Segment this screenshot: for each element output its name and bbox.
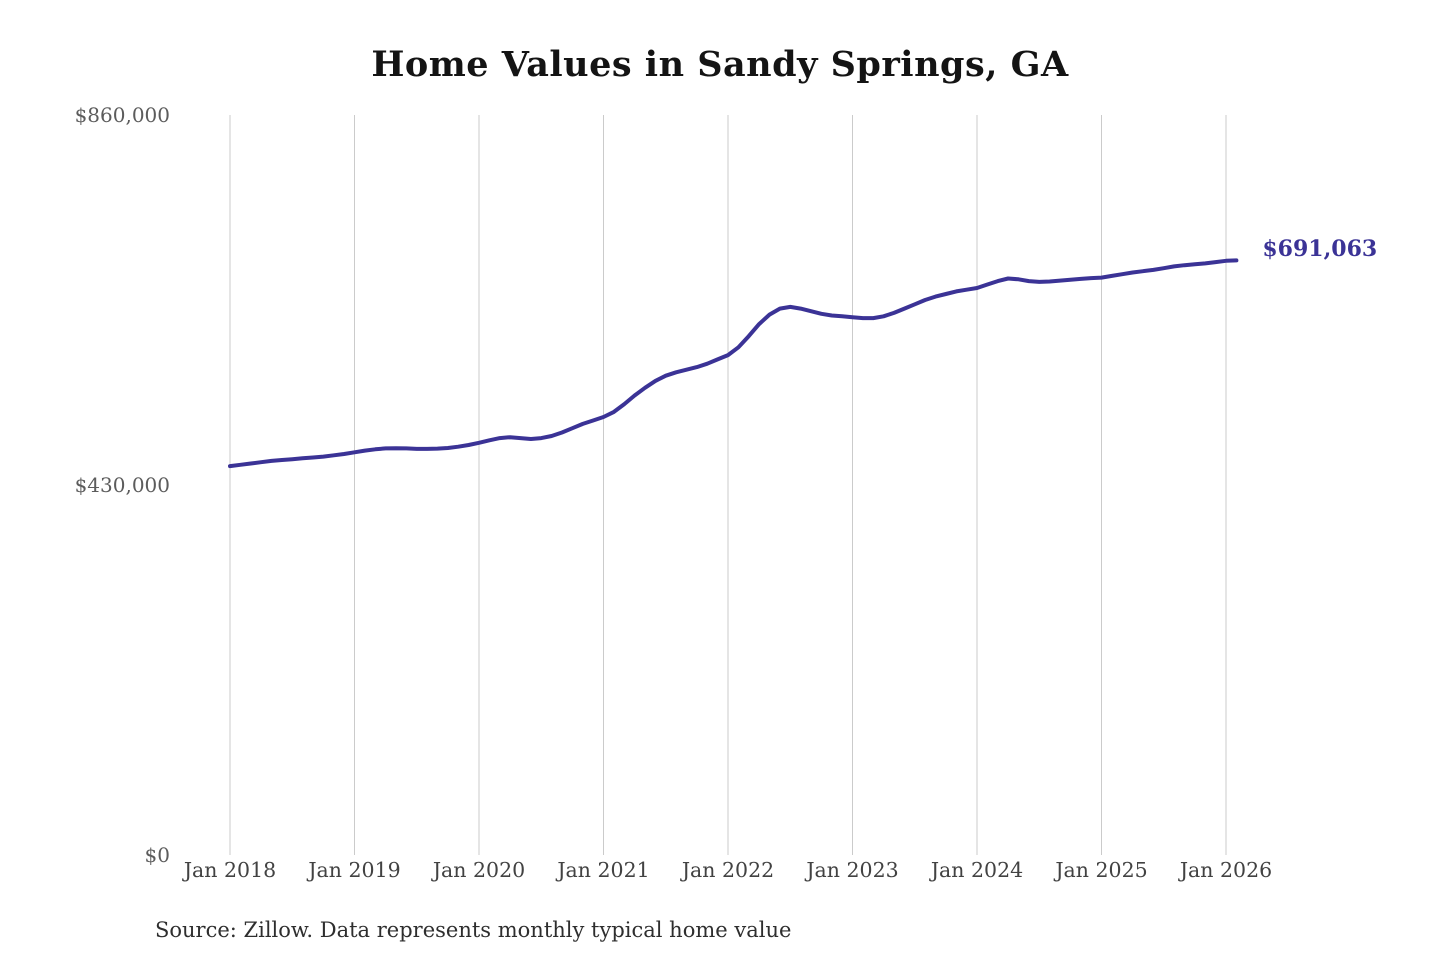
home-value-line	[230, 260, 1236, 466]
x-tick-label: Jan 2020	[432, 858, 526, 882]
y-tick-label: $0	[144, 843, 170, 867]
x-tick-label: Jan 2024	[930, 858, 1024, 882]
x-tick-label: Jan 2022	[681, 858, 775, 882]
x-tick-label: Jan 2023	[806, 858, 899, 882]
x-tick-label: Jan 2018	[183, 858, 277, 882]
chart-title: Home Values in Sandy Springs, GA	[371, 44, 1069, 85]
x-tick-label: Jan 2021	[557, 858, 650, 882]
y-tick-label: $430,000	[74, 473, 170, 497]
y-tick-label: $860,000	[74, 103, 170, 127]
x-tick-label: Jan 2026	[1179, 858, 1273, 882]
x-tick-label: Jan 2025	[1055, 858, 1148, 882]
source-note: Source: Zillow. Data represents monthly typical home value	[155, 918, 792, 942]
current-value-label: $691,063	[1262, 236, 1378, 263]
x-tick-label: Jan 2019	[308, 858, 401, 882]
